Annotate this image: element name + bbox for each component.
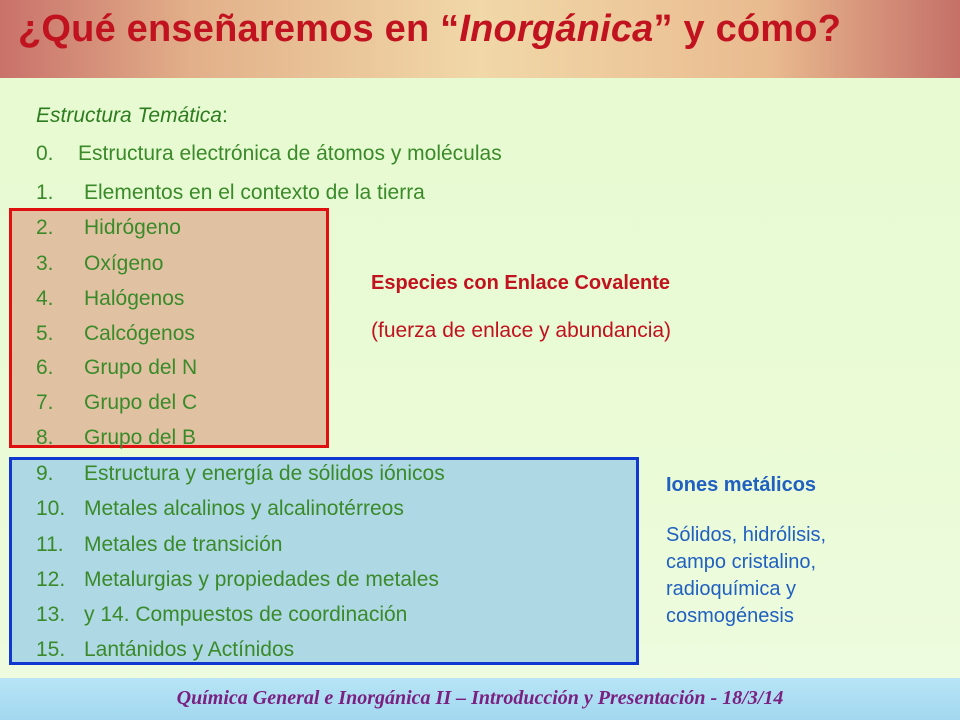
- topic-item-10: 10. Metales alcalinos y alcalinotérreos: [36, 497, 404, 520]
- metal-ions-line: radioquímica y: [666, 578, 797, 600]
- topic-item-6: 6. Grupo del N: [36, 356, 198, 379]
- topic-item-9: 9. Estructura y energía de sólidos iónicos: [36, 462, 445, 485]
- footer-bar: [0, 678, 960, 720]
- topic-item-12: 12. Metalurgias y propiedades de metales: [36, 568, 439, 591]
- topic-item-7: 7. Grupo del C: [36, 391, 198, 414]
- metal-ions-line: Sólidos, hidrólisis,: [666, 524, 827, 546]
- topic-item-1: 1. Elementos en el contexto de la tierra: [36, 181, 425, 204]
- metal-ions-description: [666, 522, 946, 630]
- title-bar: [0, 0, 960, 78]
- topic-item-0: 0. Estructura electrónica de átomos y moléculas: [36, 142, 502, 165]
- topic-item-3: 3. Oxígeno: [36, 252, 164, 275]
- section-label: Estructura Temática:: [36, 104, 228, 127]
- footer-text: Química General e Inorgánica II – Introducción y Presentación - 18/3/14: [176, 687, 784, 709]
- metal-ions-line: campo cristalino,: [666, 551, 817, 573]
- covalent-title: Especies con Enlace Covalente: [371, 272, 671, 294]
- topic-item-8: 8. Grupo del B: [36, 426, 197, 449]
- topic-item-11: 11. Metales de transición: [36, 533, 283, 556]
- ionic-group-box: [9, 457, 639, 665]
- metal-ions-title: Iones metálicos: [666, 474, 817, 496]
- covalent-subtitle: (fuerza de enlace y abundancia): [371, 319, 672, 342]
- metal-ions-line: cosmogénesis: [666, 605, 794, 627]
- title-emphasis: Inorgánica: [459, 8, 654, 50]
- topic-item-4: 4. Halógenos: [36, 287, 185, 310]
- topic-item-13: 13. y 14. Compuestos de coordinación: [36, 603, 408, 626]
- topic-item-14: 15. Lantánidos y Actínidos: [36, 638, 295, 661]
- slide-title: ¿Qué enseñaremos en “Inorgánica” y cómo?: [18, 8, 842, 50]
- topic-item-2: 2. Hidrógeno: [36, 216, 181, 239]
- topic-item-5: 5. Calcógenos: [36, 322, 195, 345]
